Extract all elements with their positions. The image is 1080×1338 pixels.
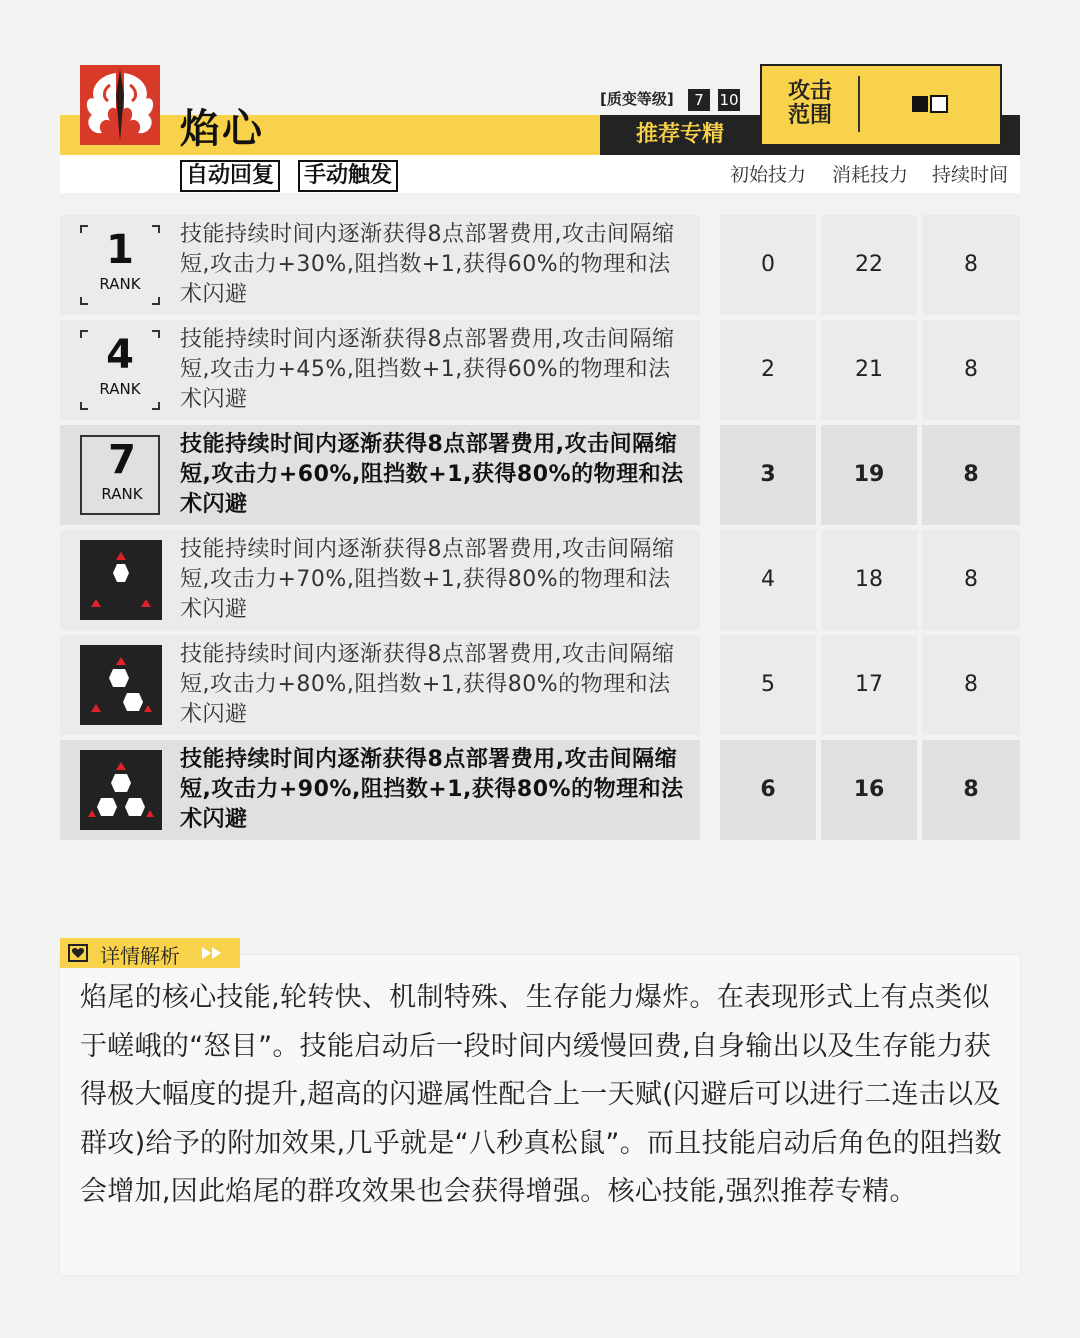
duration-value: 8 [922,425,1020,525]
range-divider [858,76,860,132]
mastery-3-icon [80,750,162,830]
flame-skill-icon [80,65,160,145]
sp-cost-value: 18 [821,530,917,630]
range-grid-icon [911,95,949,117]
attack-range-label: 攻击范围 [787,79,832,128]
rank-7-badge [80,435,160,515]
rank-label: RANK [99,380,141,398]
duration-value: 8 [922,635,1020,735]
recommend-mastery: 推荐专精 [635,122,724,147]
rank-number: 4 [106,332,134,378]
mastery-level-10: 10 [719,91,739,109]
initial-sp-value: 5 [720,635,816,735]
initial-sp-value: 0 [720,215,816,315]
sp-cost-value: 22 [821,215,917,315]
sp-cost-value: 17 [821,635,917,735]
rank-1-badge [80,225,160,305]
column-sp-cost: 消耗技力 [831,164,908,186]
skill-description: 技能持续时间内逐渐获得8点部署费用,攻击间隔缩短,攻击力+60%,阻挡数+1,获得80%的物理和法术闪避 [180,432,684,517]
column-initial-sp: 初始技力 [729,164,806,186]
skill-description: 技能持续时间内逐渐获得8点部署费用,攻击间隔缩短,攻击力+45%,阻挡数+1,获得60%的物理和法术闪避 [180,327,675,412]
tag-manual-trigger: 手动触发 [298,160,398,192]
mastery-level-label: [质变等级] [600,90,674,108]
skill-description: 技能持续时间内逐渐获得8点部署费用,攻击间隔缩短,攻击力+70%,阻挡数+1,获得80%的物理和法术闪避 [180,537,675,622]
mastery-label-text: 质变等级 [606,90,667,108]
tag-auto-recovery: 自动回复 [180,160,280,192]
analysis-text: 焰尾的核心技能,轮转快、机制特殊、生存能力爆炸。在表现形式上有点类似于嵯峨的“怒目”。技能启动后一段时间内缓慢回费,自身输出以及生存能力获得极大幅度的提升,超高的闪避属性配合上一天赋(闪避后可以进行二连击以及群攻)给予的附加效果,几乎就是“八秒真松鼠”。而且技能启动后角色的阻挡数会增加,因此焰尾的群攻效果也会获得增强。核心技能,强烈推荐专精。 [80,982,1002,1207]
sp-cost-value: 16 [821,740,917,840]
mastery-2-icon [80,645,162,725]
rank-label: RANK [99,275,141,293]
initial-sp-value: 2 [720,320,816,420]
initial-sp-value: 4 [720,530,816,630]
skill-description: 技能持续时间内逐渐获得8点部署费用,攻击间隔缩短,攻击力+30%,阻挡数+1,获得60%的物理和法术闪避 [180,222,675,307]
skill-description: 技能持续时间内逐渐获得8点部署费用,攻击间隔缩短,攻击力+90%,阻挡数+1,获得80%的物理和法术闪避 [180,747,684,832]
heart-icon [68,944,88,962]
initial-sp-value: 6 [720,740,816,840]
duration-value: 8 [922,320,1020,420]
rank-label: RANK [101,485,143,503]
analysis-title: 详情解析 [100,944,180,968]
duration-value: 8 [922,215,1020,315]
sp-cost-value: 21 [821,320,917,420]
sp-cost-value: 19 [821,425,917,525]
rank-number: 1 [106,227,134,273]
skill-name: 焰心 [180,106,264,152]
mastery-level-7: 7 [688,89,710,111]
duration-value: 8 [922,530,1020,630]
initial-sp-value: 3 [720,425,816,525]
rank-4-badge [80,330,160,410]
duration-value: 8 [922,740,1020,840]
forward-arrow-icon [200,946,224,960]
mastery-1-icon [80,540,162,620]
skill-description: 技能持续时间内逐渐获得8点部署费用,攻击间隔缩短,攻击力+80%,阻挡数+1,获得80%的物理和法术闪避 [180,642,675,727]
column-duration: 持续时间 [931,164,1008,186]
rank-number: 7 [108,437,136,483]
